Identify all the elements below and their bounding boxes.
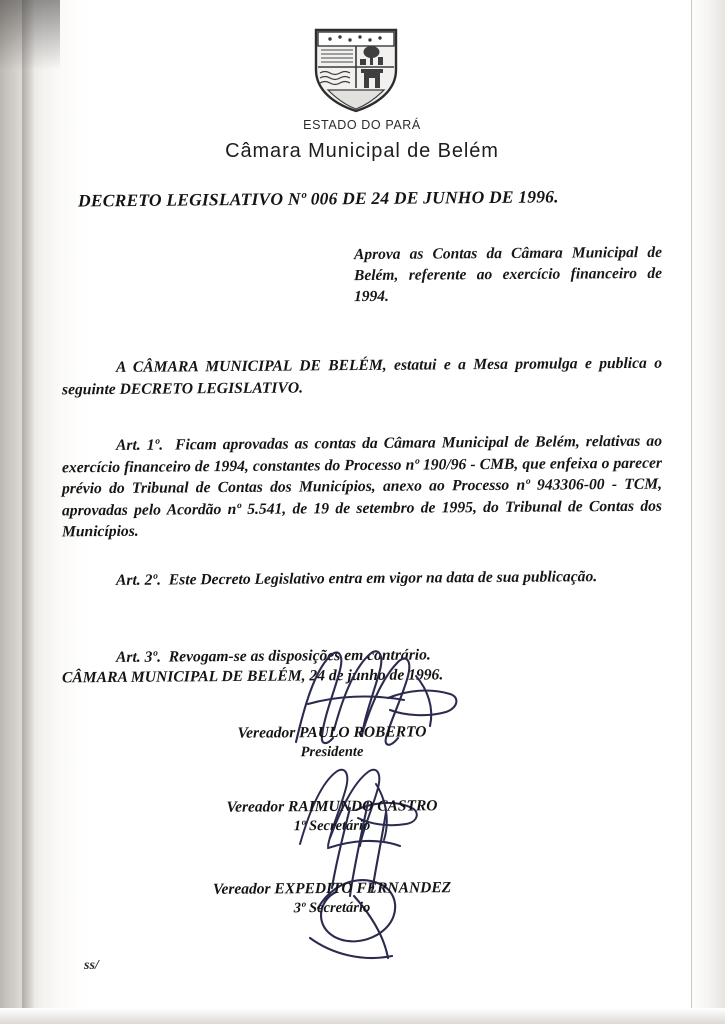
institution-name: Câmara Municipal de Belém xyxy=(225,140,499,162)
signer-role-3: 3º Secretário xyxy=(293,899,371,917)
signer-role-1: Presidente xyxy=(300,743,364,761)
scan-right-fold-line xyxy=(691,0,692,1024)
footer-initials-mark: ss/ xyxy=(84,958,99,973)
document-summary: Aprova as Contas da Câmara Municipal de Belém, referente ao exercício financeiro de 1994. xyxy=(354,243,662,306)
state-line: ESTADO DO PARÁ xyxy=(303,118,421,132)
signature-block-3 xyxy=(122,879,542,919)
closing-line: CÂMARA MUNICIPAL DE BELÉM, 24 de junho de 1996. xyxy=(62,666,444,687)
article-1-paragraph xyxy=(62,431,662,543)
article-2-paragraph xyxy=(62,566,662,592)
article-3-text: Revogam-se as disposições em contrário. xyxy=(168,646,431,666)
signer-name-3: Vereador EXPEDITO FERNANDEZ xyxy=(212,879,452,898)
scan-binding-shadow xyxy=(22,0,34,1024)
signer-name-1: Vereador PAULO ROBERTO xyxy=(237,723,427,742)
article-1-text: Ficam aprovadas as contas da Câmara Municipal de Belém, relativas ao exercício financeiro de 1994, constantes do Processo nº 190/96 - CMB, que enfeixa o parecer prévio do Tribunal de Contas dos Municípios, anexo ao Processo nº 943306-00 - TCM, aprovadas pelo Acordão nº 5.541, de 19 de setembro de 1995, do Tribunal de Contas dos Municípios. xyxy=(62,432,662,541)
preamble-paragraph: A CÂMARA MUNICIPAL DE BELÉM, estatui e a Mesa promulga e publica o seguinte DECRETO LEGISLATIVO. xyxy=(62,354,662,398)
signature-block-2 xyxy=(122,797,542,837)
article-1-label: Art. 1º. xyxy=(116,436,164,454)
signer-role-2: 1º Secretário xyxy=(293,817,371,835)
coat-of-arms-para-icon xyxy=(308,26,404,114)
article-2-label: Art. 2º. xyxy=(116,571,161,589)
scan-corner-shadow xyxy=(0,0,60,70)
article-2-text: Este Decreto Legislativo entra em vigor na data de sua publicação. xyxy=(168,568,598,589)
document-title: DECRETO LEGISLATIVO Nº 006 DE 24 DE JUNHO DE 1996. xyxy=(78,186,559,211)
signature-block-1 xyxy=(122,723,542,763)
article-3-label: Art. 3º. xyxy=(116,648,161,666)
scan-right-edge xyxy=(687,0,725,1024)
document-content xyxy=(62,0,662,1024)
signer-name-2: Vereador RAIMUNDO CASTRO xyxy=(226,797,438,816)
